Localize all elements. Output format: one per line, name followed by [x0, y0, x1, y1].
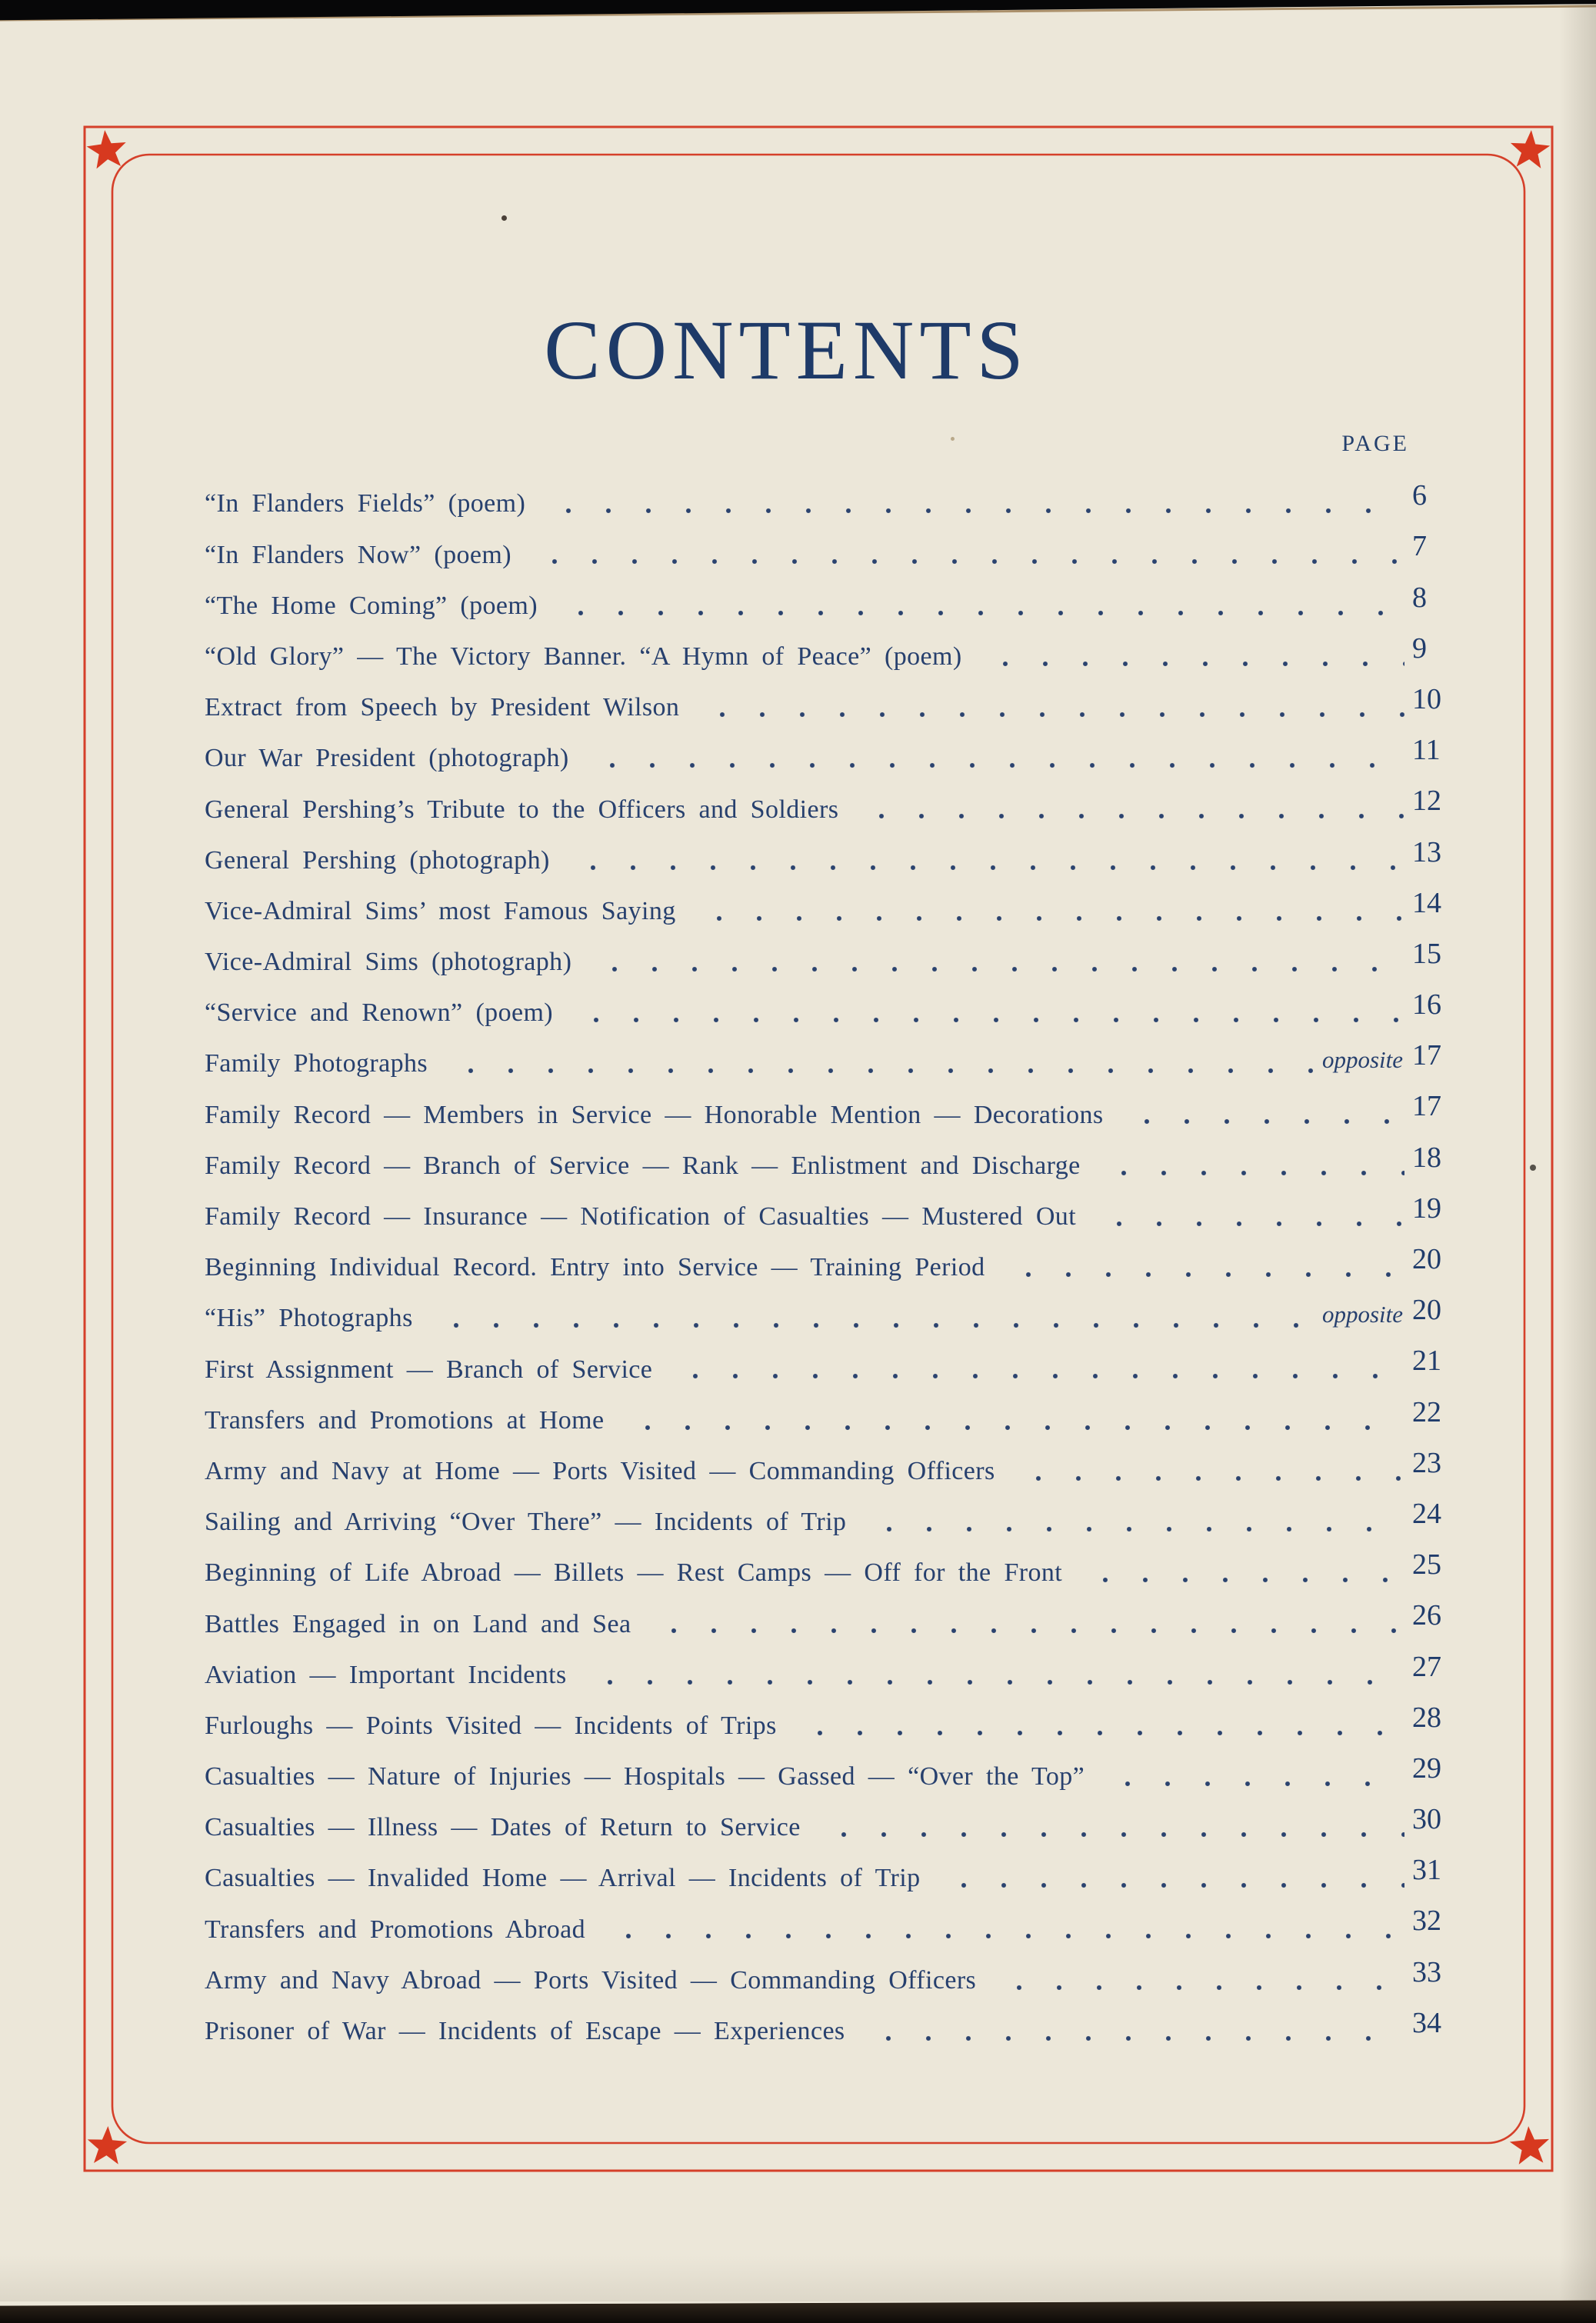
toc-entry [205, 1895, 1477, 1945]
toc-entry-title: Family Photographs [205, 1049, 428, 1078]
toc-entry-title: “In Flanders Fields” (poem) [205, 489, 526, 518]
toc-entry-page-number: 23 [1412, 1446, 1441, 1479]
page-curl-shadow [1559, 0, 1596, 2323]
dotted-leader [598, 1932, 1404, 1940]
toc-entry-page-number: 16 [1412, 988, 1441, 1022]
toc-entry [205, 1589, 1477, 1640]
dotted-leader [858, 1525, 1404, 1533]
toc-entry [205, 622, 1477, 673]
toc-entry-title: Prisoner of War — Incidents of Escape — Experiences [205, 2017, 845, 2046]
toc-entry [205, 673, 1477, 724]
toc-entry [205, 1844, 1477, 1895]
paper-speck [501, 215, 507, 221]
toc-entry-page-number: 26 [1412, 1599, 1441, 1632]
dotted-leader [440, 1067, 1314, 1075]
toc-entry-title: Vice-Admiral Sims’ most Famous Saying [205, 896, 676, 925]
dotted-leader [998, 1271, 1404, 1278]
toc-entry-title: Vice-Admiral Sims (photograph) [205, 948, 572, 977]
toc-entry [205, 1080, 1477, 1131]
toc-list [205, 469, 1477, 2048]
star-icon [85, 128, 128, 169]
dotted-leader [581, 762, 1404, 769]
toc-entry-page-number: 33 [1412, 1955, 1441, 1988]
toc-entry [205, 1131, 1477, 1181]
toc-entry-title: Army and Navy at Home — Ports Visited — Commanding Officers [205, 1456, 995, 1485]
toc-entry-title: “The Home Coming” (poem) [205, 591, 538, 620]
toc-entry-title: Army and Navy Abroad — Ports Visited — Commanding Officers [205, 1965, 977, 1995]
toc-entry-page-number: 21 [1412, 1345, 1441, 1378]
toc-entry-title: First Assignment — Branch of Service [205, 1355, 653, 1384]
dotted-leader [643, 1627, 1404, 1635]
toc-entry-page-number: 19 [1412, 1191, 1441, 1225]
toc-entry [205, 1385, 1477, 1436]
toc-entry [205, 1742, 1477, 1793]
toc-entry-page-number: 28 [1412, 1701, 1441, 1734]
toc-entry [205, 1538, 1477, 1589]
toc-entry-title: General Pershing (photograph) [205, 845, 550, 875]
toc-entry [205, 1233, 1477, 1284]
toc-entry-title: Family Record — Branch of Service — Rank — Enlistment and Discharge [205, 1151, 1081, 1180]
toc-entry-title: Transfers and Promotions Abroad [205, 1915, 586, 1944]
dotted-leader [789, 1729, 1404, 1737]
toc-entry-page-number: 13 [1412, 835, 1441, 868]
dotted-leader [562, 864, 1404, 872]
dotted-leader [1097, 1780, 1404, 1788]
toc-entry [205, 1997, 1477, 2048]
toc-entry [205, 877, 1477, 928]
toc-entry-page-number: 11 [1412, 734, 1441, 767]
dotted-leader [579, 1678, 1404, 1686]
paper-speck [951, 437, 955, 441]
toc-entry [205, 520, 1477, 571]
toc-entry-title: Casualties — Invalided Home — Arrival — Incidents of Trip [205, 1864, 921, 1893]
dotted-leader [665, 1372, 1404, 1380]
toc-entry-title: Family Record — Members in Service — Honorable Mention — Decorations [205, 1100, 1104, 1129]
dotted-leader [1008, 1475, 1404, 1482]
toc-entry-title: Casualties — Illness — Dates of Return to Service [205, 1813, 801, 1842]
dotted-leader [1075, 1576, 1404, 1584]
toc-entry-page-number: 34 [1412, 2006, 1441, 2039]
toc-entry [205, 1029, 1477, 1080]
toc-entry-page-number: 17 [1412, 1039, 1441, 1072]
toc-entry-page-number: 29 [1412, 1751, 1441, 1785]
toc-entry [205, 1488, 1477, 1538]
toc-entry-title: “Service and Renown” (poem) [205, 998, 554, 1028]
toc-entry-title: “In Flanders Now” (poem) [205, 540, 511, 569]
toc-entry [205, 1691, 1477, 1742]
dotted-leader [691, 711, 1404, 718]
toc-entry-page-number: 24 [1412, 1497, 1441, 1530]
star-icon [1509, 128, 1551, 168]
toc-entry [205, 469, 1477, 520]
toc-entry-page-number: 20 [1412, 1243, 1441, 1275]
dotted-leader [858, 2035, 1404, 2042]
dotted-leader [975, 660, 1404, 668]
toc-entry-title: Extract from Speech by President Wilson [205, 693, 680, 722]
dotted-leader [988, 1984, 1404, 1991]
dotted-leader [1093, 1169, 1404, 1177]
toc-entry [205, 571, 1477, 622]
toc-entry-page-number: 8 [1412, 581, 1427, 614]
page-column-label: PAGE [1341, 431, 1409, 456]
toc-entry-opposite-note: opposite [1321, 1046, 1403, 1074]
toc-entry-page-number: 22 [1412, 1395, 1441, 1428]
dotted-leader [565, 1016, 1404, 1024]
toc-entry-page-number: 27 [1412, 1650, 1441, 1683]
dotted-leader [425, 1321, 1314, 1329]
toc-entry-page-number: 14 [1412, 886, 1441, 919]
toc-entry-title: Battles Engaged in on Land and Sea [205, 1609, 631, 1638]
toc-entry-title: Sailing and Arriving “Over There” — Incidents of Trip [205, 1508, 847, 1537]
toc-entry-title: Our War President (photograph) [205, 744, 569, 773]
toc-entry-title: Furloughs — Points Visited — Incidents of Trips [205, 1711, 777, 1740]
toc-entry-page-number: 18 [1412, 1141, 1441, 1174]
toc-entry [205, 825, 1477, 876]
dotted-leader [524, 558, 1404, 565]
paper-speck [1530, 1165, 1536, 1171]
toc-entry [205, 1284, 1477, 1335]
toc-entry [205, 978, 1477, 1029]
dotted-leader [538, 507, 1404, 515]
toc-entry-page-number: 32 [1412, 1905, 1441, 1938]
toc-entry-page-number: 15 [1412, 937, 1441, 970]
page-bottom-shadow [0, 2255, 1596, 2301]
toc-entry-opposite-note: opposite [1321, 1301, 1403, 1328]
dotted-leader [584, 965, 1404, 973]
dotted-leader [1088, 1220, 1404, 1228]
dotted-leader [688, 915, 1404, 922]
page-title: CONTENTS [544, 303, 1029, 397]
dotted-leader [851, 812, 1404, 820]
toc-entry-title: Beginning of Life Abroad — Billets — Rest Camps — Off for the Front [205, 1558, 1063, 1588]
dotted-leader [617, 1424, 1404, 1431]
toc-entry-page-number: 6 [1412, 479, 1427, 512]
toc-entry [205, 1437, 1477, 1488]
toc-entry [205, 1793, 1477, 1844]
toc-entry-page-number: 20 [1412, 1294, 1441, 1327]
toc-entry-title: General Pershing’s Tribute to the Officers and Soldiers [205, 795, 839, 824]
toc-entry [205, 1335, 1477, 1385]
dotted-leader [1116, 1118, 1404, 1125]
dotted-leader [813, 1831, 1404, 1838]
toc-entry [205, 928, 1477, 978]
toc-entry-title: “His” Photographs [205, 1304, 413, 1333]
toc-entry-title: Transfers and Promotions at Home [205, 1405, 605, 1435]
toc-entry-page-number: 30 [1412, 1803, 1441, 1836]
toc-entry-title: Family Record — Insurance — Notification of Casualties — Mustered Out [205, 1202, 1077, 1231]
toc-entry [205, 775, 1477, 825]
toc-entry-title: Casualties — Nature of Injuries — Hospitals — Gassed — “Over the Top” [205, 1762, 1085, 1791]
dotted-leader [550, 609, 1404, 617]
toc-entry-page-number: 31 [1412, 1854, 1441, 1887]
toc-entry-title: Aviation — Important Incidents [205, 1660, 567, 1689]
toc-entry-page-number: 17 [1412, 1090, 1441, 1123]
toc-entry-page-number: 10 [1412, 682, 1441, 715]
toc-entry [205, 1182, 1477, 1233]
toc-entry [205, 1640, 1477, 1691]
toc-entry-page-number: 12 [1412, 785, 1441, 818]
toc-entry-title: Beginning Individual Record. Entry into Service — Training Period [205, 1253, 985, 1282]
toc-entry [205, 724, 1477, 775]
toc-entry-page-number: 25 [1412, 1548, 1441, 1581]
toc-entry [205, 1945, 1477, 1996]
toc-entry-page-number: 7 [1412, 530, 1427, 563]
toc-entry-page-number: 9 [1412, 632, 1427, 665]
toc-entry-title: “Old Glory” — The Victory Banner. “A Hymn of Peace” (poem) [205, 642, 962, 671]
dotted-leader [933, 1881, 1404, 1889]
